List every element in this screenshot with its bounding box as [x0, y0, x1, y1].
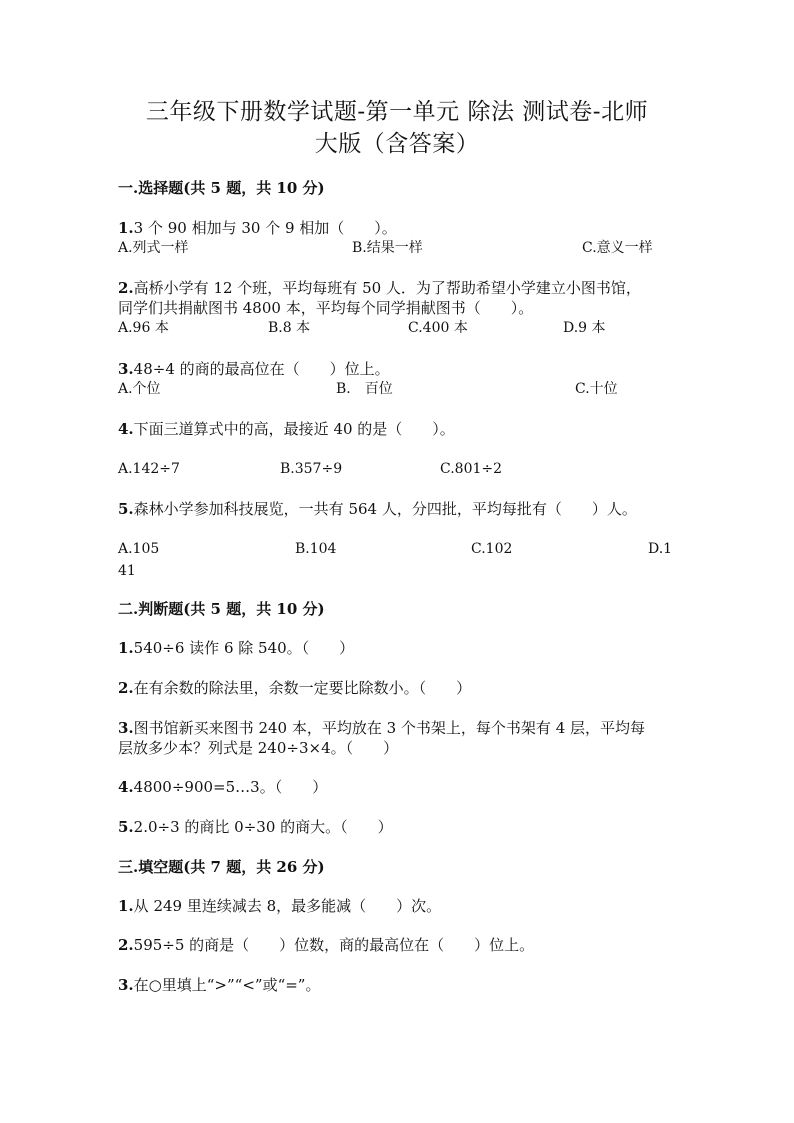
option-d: D.9 本 [563, 320, 606, 336]
option-b: B. 百位 [336, 381, 393, 397]
section-heading-judgement: 二.判断题(共 5 题，共 10 分) [118, 600, 325, 618]
section-heading-fill-blank: 三.填空题(共 7 题，共 26 分) [118, 858, 325, 876]
question-text-continued: 层放多少本？列式是 240÷3×4。（ ） [118, 739, 399, 757]
option-c: C.意义一样 [582, 240, 653, 256]
option-c: C.801÷2 [440, 461, 503, 477]
option-a: A.96 本 [118, 320, 169, 336]
option-c: C.400 本 [408, 320, 468, 336]
option-a: A.列式一样 [118, 240, 189, 256]
option-b: B.8 本 [268, 320, 311, 336]
option-c: C.102 [471, 541, 513, 557]
question-text: 3.48÷4 的商的最高位在（ ）位上。 [118, 360, 390, 378]
section-heading-choice: 一.选择题(共 5 题，共 10 分) [118, 179, 325, 197]
option-a: A.105 [118, 541, 160, 557]
question-text: 1.从 249 里连续减去 8，最多能减（ ）次。 [118, 897, 442, 915]
option-d-wrapped: 41 [118, 563, 136, 579]
question-text: 2.在有余数的除法里，余数一定要比除数小。（ ） [118, 679, 472, 697]
option-a: A.142÷7 [118, 461, 180, 477]
option-b: B.结果一样 [352, 240, 423, 256]
question-text: 3.图书馆新买来图书 240 本，平均放在 3 个书架上，每个书架有 4 层，平均每 [118, 719, 646, 737]
question-text: 1.540÷6 读作 6 除 540。（ ） [118, 639, 355, 657]
question-text: 5.2.0÷3 的商比 0÷30 的商大。（ ） [118, 818, 393, 836]
option-d: D.1 [648, 541, 673, 557]
question-text: 4.下面三道算式中的高，最接近 40 的是（ ）。 [118, 420, 455, 438]
question-text: 2.高桥小学有 12 个班，平均每班有 50 人．为了帮助希望小学建立小图书馆， [118, 279, 641, 297]
question-text: 4.4800÷900=5…3。（ ） [118, 778, 328, 796]
option-c: C.十位 [575, 381, 618, 397]
question-text: 2.595÷5 的商是（ ）位数，商的最高位在（ ）位上。 [118, 936, 535, 954]
title-line-2: 大版（含答案） [314, 131, 480, 157]
question-text: 3.在○里填上“>”“<”或“=”。 [118, 976, 321, 994]
page-title [120, 96, 674, 160]
option-b: B.357÷9 [280, 461, 343, 477]
option-a: A.个位 [118, 381, 161, 397]
question-text-continued: 同学们共捐献图书 4800 本，平均每个同学捐献图书（ ）。 [118, 299, 534, 317]
option-b: B.104 [295, 541, 337, 557]
question-text: 5.森林小学参加科技展览，一共有 564 人，分四批，平均每批有（ ）人。 [118, 500, 637, 518]
title-line-1: 三年级下册数学试题-第一单元 除法 测试卷-北师 [145, 99, 649, 125]
question-text: 1.3 个 90 相加与 30 个 9 相加（ ）。 [118, 219, 397, 237]
